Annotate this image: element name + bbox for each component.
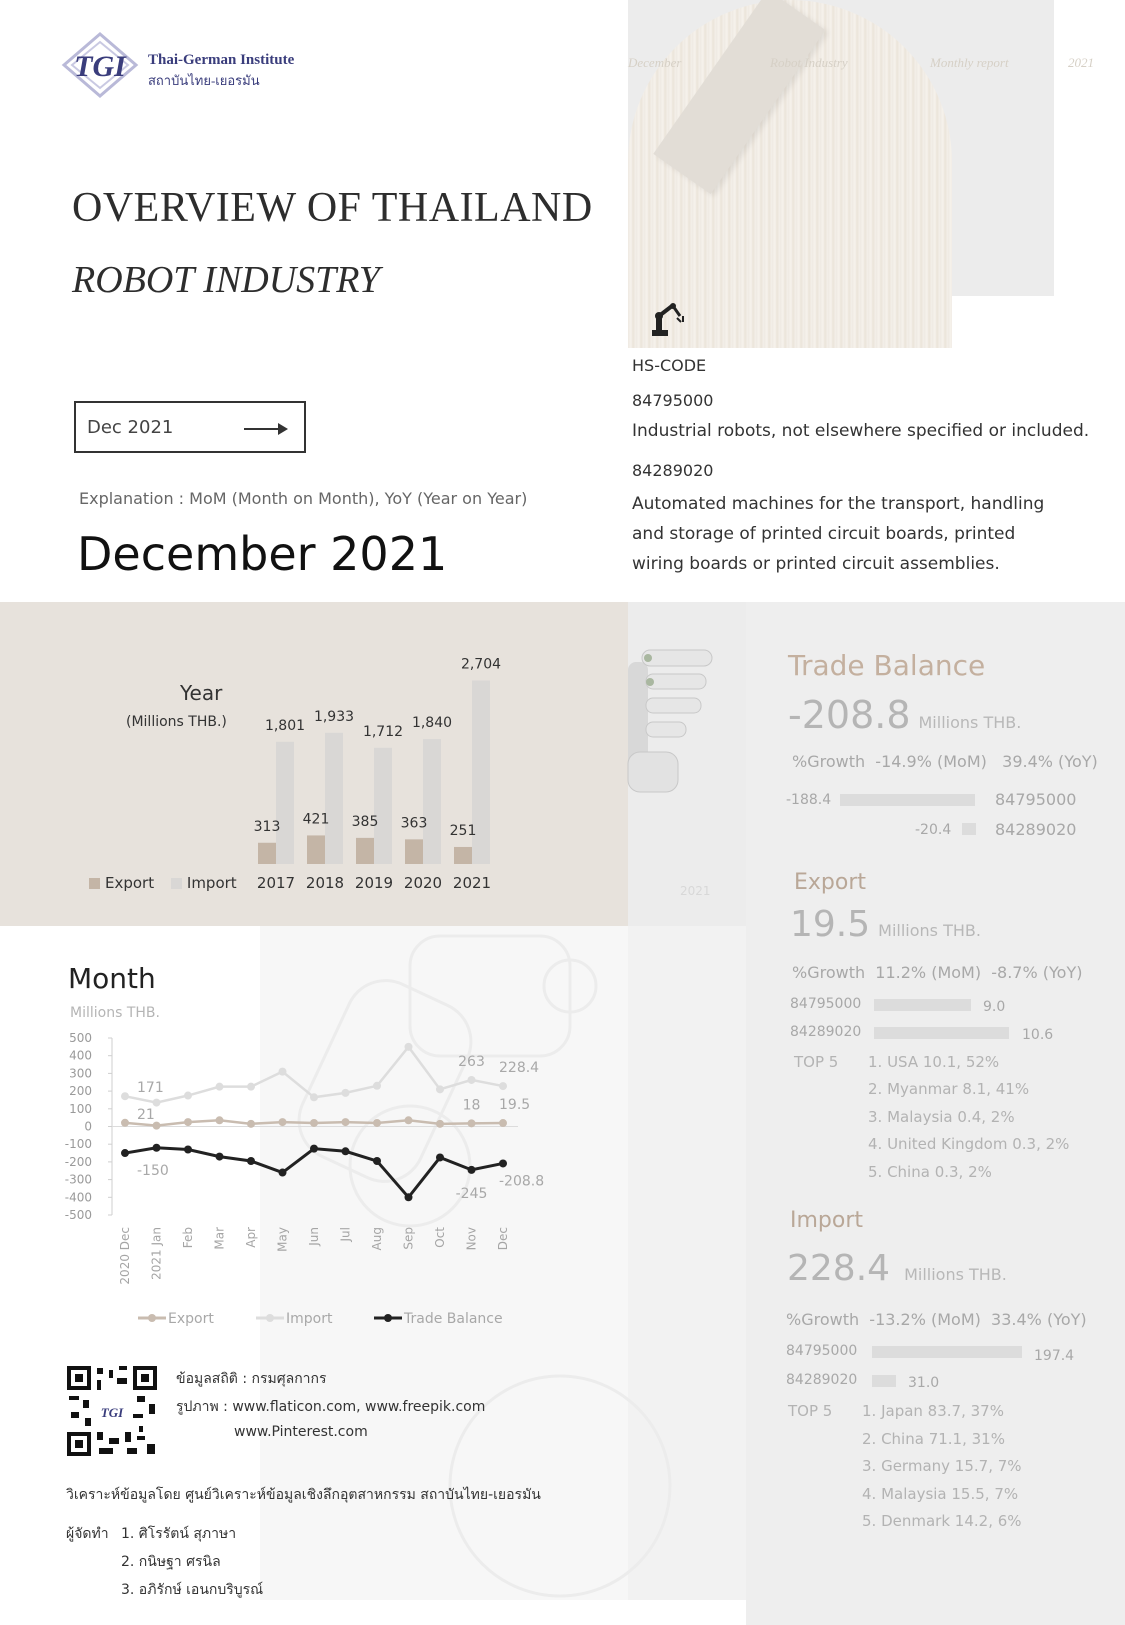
hs-code-2: 84289020 bbox=[632, 461, 714, 480]
series-point-export bbox=[373, 1119, 381, 1127]
export-row1-value: 9.0 bbox=[983, 999, 1006, 1015]
series-point-export bbox=[279, 1118, 287, 1126]
robot-hand-icon bbox=[628, 602, 746, 926]
import-row1-code: 84795000 bbox=[786, 1343, 858, 1359]
series-line-trade-balance bbox=[125, 1148, 503, 1198]
hero-image bbox=[628, 0, 952, 348]
export-bar-2019 bbox=[356, 838, 374, 864]
import-value bbox=[787, 1248, 1007, 1289]
legend-dot bbox=[148, 1314, 156, 1322]
series-point-export bbox=[405, 1116, 413, 1124]
series-point-trade-balance bbox=[216, 1153, 224, 1161]
series-point-import bbox=[499, 1082, 507, 1090]
year-tick-2019: 2019 bbox=[354, 874, 394, 892]
tb-row1-code: 84795000 bbox=[995, 790, 1077, 809]
export-value bbox=[790, 904, 981, 945]
month-xtick: Jun bbox=[307, 1227, 321, 1246]
tb-row2-value: -20.4 bbox=[915, 822, 952, 838]
authors-label: ผู้จัดทำ bbox=[66, 1526, 109, 1542]
explanation-text: Explanation : MoM (Month on Month), YoY (Year on Year) bbox=[79, 489, 528, 508]
series-point-trade-balance bbox=[153, 1144, 161, 1152]
series-point-trade-balance bbox=[247, 1157, 255, 1165]
month-data-label: -208.8 bbox=[499, 1173, 545, 1190]
robot-arm-icon bbox=[648, 300, 688, 340]
export-bar-2020 bbox=[405, 839, 423, 864]
month-xtick: Mar bbox=[212, 1227, 227, 1250]
series-point-trade-balance bbox=[310, 1145, 318, 1153]
author-2: 2. กนิษฐา ศรนิล bbox=[121, 1554, 221, 1570]
month-ytick: 100 bbox=[69, 1101, 92, 1116]
import-growth bbox=[786, 1310, 1087, 1329]
legend-label-trade-balance: Trade Balance bbox=[404, 1311, 503, 1327]
export-number: 19.5 bbox=[790, 904, 871, 945]
series-point-import bbox=[468, 1076, 476, 1084]
year-watermark: 2021 bbox=[680, 884, 711, 898]
series-point-export bbox=[468, 1119, 476, 1127]
year-bar-chart bbox=[250, 640, 711, 900]
series-point-import bbox=[310, 1093, 318, 1101]
month-xtick: Apr bbox=[244, 1227, 258, 1248]
export-bar-2021 bbox=[454, 847, 472, 864]
month-data-label: 18 bbox=[462, 1097, 481, 1114]
year-tick-2021: 2021 bbox=[452, 874, 492, 892]
import-mom: -13.2% (MoM) bbox=[869, 1310, 981, 1329]
import-row2-bar bbox=[872, 1375, 896, 1387]
trade-balance-yoy: 39.4% (YoY) bbox=[1002, 752, 1098, 771]
year-chart-legend bbox=[89, 874, 237, 892]
series-point-export bbox=[499, 1119, 507, 1127]
import-bar-2017 bbox=[276, 742, 294, 864]
export-bar-2018 bbox=[307, 835, 325, 864]
import-row1-bar bbox=[872, 1346, 1022, 1358]
series-point-export bbox=[342, 1118, 350, 1126]
tb-row2-code: 84289020 bbox=[995, 820, 1077, 839]
month-xtick: 2020 Dec bbox=[118, 1227, 132, 1285]
series-point-import bbox=[279, 1068, 287, 1076]
import-row1-value: 197.4 bbox=[1034, 1348, 1075, 1364]
export-label-2020: 363 bbox=[400, 815, 428, 832]
export-row1-code: 84795000 bbox=[790, 996, 862, 1012]
export-top5-1: 1. USA 10.1, 52% bbox=[868, 1053, 1000, 1071]
month-xtick: Jul bbox=[338, 1227, 353, 1242]
series-point-trade-balance bbox=[184, 1146, 192, 1154]
month-chart-title: Month bbox=[68, 962, 156, 995]
logo-initials: TGI bbox=[74, 50, 126, 83]
tgi-logo-icon bbox=[60, 32, 140, 98]
month-ytick: 0 bbox=[84, 1119, 92, 1134]
month-data-label: -150 bbox=[137, 1163, 169, 1180]
nav-report: Monthly report bbox=[930, 55, 1009, 70]
tb-row2-bar bbox=[962, 823, 976, 835]
export-top5-2: 2. Myanmar 8.1, 41% bbox=[868, 1080, 1030, 1098]
month-xtick: Oct bbox=[433, 1227, 447, 1248]
series-point-trade-balance bbox=[405, 1193, 413, 1201]
export-row2-value: 10.6 bbox=[1022, 1027, 1054, 1043]
import-label-2019: 1,712 bbox=[362, 723, 404, 740]
legend-dot bbox=[384, 1314, 392, 1322]
author-3: 3. อภิรักษ์ เอนกบริบูรณ์ bbox=[121, 1582, 264, 1598]
import-top5-5: 5. Denmark 14.2, 6% bbox=[862, 1512, 1022, 1530]
month-ytick: -300 bbox=[64, 1172, 92, 1187]
export-label-2019: 385 bbox=[351, 813, 379, 830]
export-title: Export bbox=[794, 870, 867, 895]
export-label-2021: 251 bbox=[449, 822, 477, 839]
month-ytick: -200 bbox=[64, 1154, 92, 1169]
trade-balance-title: Trade Balance bbox=[788, 649, 986, 682]
import-bar-2019 bbox=[374, 748, 392, 864]
tb-row1-bar bbox=[840, 794, 975, 806]
growth-label: %Growth bbox=[786, 1310, 860, 1329]
month-xtick: Feb bbox=[181, 1227, 195, 1249]
qr-code[interactable] bbox=[67, 1366, 157, 1456]
series-point-export bbox=[153, 1122, 161, 1130]
series-point-trade-balance bbox=[342, 1147, 350, 1155]
export-row1-bar bbox=[874, 999, 971, 1011]
date-selector-button[interactable] bbox=[74, 401, 306, 453]
trade-balance-value bbox=[788, 693, 1021, 737]
series-point-import bbox=[153, 1099, 161, 1107]
series-point-trade-balance bbox=[436, 1153, 444, 1161]
month-data-label: -245 bbox=[455, 1185, 488, 1202]
month-data-label: 19.5 bbox=[499, 1097, 531, 1114]
legend-swatch-import bbox=[171, 878, 182, 889]
import-row2-value: 31.0 bbox=[908, 1375, 940, 1391]
trade-balance-mom: -14.9% (MoM) bbox=[875, 752, 987, 771]
growth-label: %Growth bbox=[792, 963, 866, 982]
export-row2-bar bbox=[874, 1027, 1009, 1039]
import-top5-2: 2. China 71.1, 31% bbox=[862, 1430, 1005, 1448]
month-xtick: Nov bbox=[464, 1227, 479, 1251]
export-growth bbox=[792, 963, 1082, 982]
date-selector-label: Dec 2021 bbox=[87, 417, 174, 438]
month-ytick: -400 bbox=[64, 1190, 92, 1205]
month-ytick: 400 bbox=[69, 1048, 92, 1063]
export-unit: Millions THB. bbox=[878, 921, 981, 940]
import-top5-1: 1. Japan 83.7, 37% bbox=[862, 1402, 1004, 1420]
data-source: ข้อมูลสถิติ : กรมศุลกากร bbox=[176, 1371, 327, 1387]
export-row2-code: 84289020 bbox=[790, 1024, 862, 1040]
import-label-2021: 2,704 bbox=[460, 656, 502, 673]
month-ytick: 500 bbox=[69, 1031, 92, 1045]
series-point-export bbox=[216, 1116, 224, 1124]
legend-import-label: Import bbox=[186, 874, 237, 892]
month-ytick: 200 bbox=[69, 1084, 92, 1099]
series-point-trade-balance bbox=[121, 1149, 129, 1157]
legend-swatch-export bbox=[89, 878, 100, 889]
month-ytick: -100 bbox=[64, 1137, 92, 1152]
page-subtitle: ROBOT INDUSTRY bbox=[72, 259, 380, 301]
nav-industry: Robot Industry bbox=[770, 55, 848, 70]
tb-row1-value: -188.4 bbox=[786, 792, 832, 808]
export-label-2018: 421 bbox=[302, 811, 330, 828]
export-mom: 11.2% (MoM) bbox=[875, 963, 982, 982]
month-data-label: 171 bbox=[137, 1080, 164, 1097]
series-point-import bbox=[405, 1043, 413, 1051]
series-point-import bbox=[247, 1083, 255, 1091]
import-label-2017: 1,801 bbox=[264, 717, 306, 734]
export-bar-2017 bbox=[258, 843, 276, 864]
background-strip bbox=[628, 926, 746, 1600]
trade-balance-number: -208.8 bbox=[788, 693, 911, 737]
hs-desc-1: Industrial robots, not elsewhere specified or included. bbox=[632, 421, 1090, 441]
qr-logo-text: TGI bbox=[100, 1405, 124, 1420]
import-bar-2018 bbox=[325, 733, 343, 864]
series-point-trade-balance bbox=[468, 1166, 476, 1174]
growth-label: %Growth bbox=[792, 752, 866, 771]
nav-month: December bbox=[628, 55, 682, 70]
legend-label-import: Import bbox=[286, 1311, 333, 1327]
robot-hand-image bbox=[628, 602, 746, 926]
series-point-export bbox=[310, 1119, 318, 1127]
series-point-trade-balance bbox=[279, 1169, 287, 1177]
hs-code-1: 84795000 bbox=[632, 391, 714, 410]
month-ytick: -500 bbox=[64, 1208, 92, 1222]
series-point-import bbox=[121, 1092, 129, 1100]
series-point-export bbox=[247, 1120, 255, 1128]
arrow-right-icon bbox=[244, 428, 286, 430]
logo-thai-name: สถาบันไทย-เยอรมัน bbox=[148, 73, 260, 88]
import-top5-4: 4. Malaysia 15.5, 7% bbox=[862, 1485, 1019, 1503]
import-top5-label: TOP 5 bbox=[788, 1402, 833, 1420]
trade-balance-unit: Millions THB. bbox=[918, 713, 1022, 732]
export-label-2017: 313 bbox=[253, 818, 281, 835]
author-1: 1. ศิโรรัตน์ สุภาษา bbox=[121, 1526, 237, 1542]
image-source-2: www.Pinterest.com bbox=[234, 1424, 368, 1440]
import-label-2018: 1,933 bbox=[313, 708, 355, 725]
month-xtick: Aug bbox=[370, 1227, 384, 1251]
year-chart-unit: (Millions THB.) bbox=[126, 714, 227, 730]
hs-code-label: HS-CODE bbox=[632, 356, 707, 375]
year-tick-2018: 2018 bbox=[305, 874, 345, 892]
series-point-trade-balance bbox=[499, 1159, 507, 1167]
month-xtick: Sep bbox=[401, 1227, 416, 1250]
series-point-import bbox=[342, 1089, 350, 1097]
export-top5-4: 4. United Kingdom 0.3, 2% bbox=[868, 1135, 1070, 1153]
series-point-export bbox=[436, 1120, 444, 1128]
month-chart-unit: Millions THB. bbox=[70, 1005, 160, 1021]
page-title: OVERVIEW OF THAILAND bbox=[72, 185, 593, 231]
series-point-export bbox=[184, 1118, 192, 1126]
series-point-import bbox=[216, 1083, 224, 1091]
hs-desc-2: Automated machines for the transport, handling and storage of printed circuit boards, printed wiring boards or printed circuit assemblies. bbox=[632, 494, 1045, 574]
month-xtick: Dec bbox=[496, 1227, 510, 1251]
import-title: Import bbox=[790, 1208, 864, 1233]
import-bar-2020 bbox=[423, 739, 441, 864]
import-yoy: 33.4% (YoY) bbox=[991, 1310, 1087, 1329]
month-xtick: 2021 Jan bbox=[149, 1227, 164, 1280]
nav-year: 2021 bbox=[1068, 55, 1094, 70]
year-tick-2017: 2017 bbox=[256, 874, 296, 892]
logo-name: Thai-German Institute bbox=[148, 52, 295, 68]
year-tick-2020: 2020 bbox=[403, 874, 443, 892]
report-date: December 2021 bbox=[77, 527, 448, 581]
export-top5-5: 5. China 0.3, 2% bbox=[868, 1163, 992, 1181]
import-label-2020: 1,840 bbox=[411, 715, 453, 732]
series-point-import bbox=[373, 1082, 381, 1090]
series-point-trade-balance bbox=[373, 1157, 381, 1165]
export-top5-label: TOP 5 bbox=[794, 1053, 839, 1071]
analyzed-by: วิเคราะห์ข้อมูลโดย ศูนย์วิเคราะห์ข้อมูลเชิงลึกอุตสาหกรรม สถาบันไทย-เยอรมัน bbox=[66, 1487, 541, 1503]
import-row2-code: 84289020 bbox=[786, 1372, 858, 1388]
month-data-label: 228.4 bbox=[499, 1060, 540, 1077]
import-unit: Millions THB. bbox=[904, 1265, 1007, 1284]
image-source: รูปภาพ : www.flaticon.com, www.freepik.com bbox=[176, 1399, 486, 1415]
import-top5-3: 3. Germany 15.7, 7% bbox=[862, 1457, 1022, 1475]
series-point-export bbox=[121, 1119, 129, 1127]
import-number: 228.4 bbox=[787, 1248, 891, 1289]
month-data-label: 263 bbox=[458, 1053, 485, 1070]
year-chart-title: Year bbox=[180, 681, 223, 705]
month-data-label: 21 bbox=[137, 1106, 155, 1123]
trade-balance-growth bbox=[792, 752, 1098, 771]
legend-label-export: Export bbox=[168, 1311, 214, 1327]
month-xtick: May bbox=[275, 1227, 290, 1252]
legend-export-label: Export bbox=[105, 874, 155, 892]
month-ytick: 300 bbox=[69, 1066, 92, 1081]
series-point-import bbox=[436, 1085, 444, 1093]
legend-dot bbox=[266, 1314, 274, 1322]
export-yoy: -8.7% (YoY) bbox=[991, 963, 1083, 982]
series-point-import bbox=[184, 1092, 192, 1100]
month-line-chart bbox=[60, 1025, 560, 1335]
export-top5-3: 3. Malaysia 0.4, 2% bbox=[868, 1108, 1015, 1126]
